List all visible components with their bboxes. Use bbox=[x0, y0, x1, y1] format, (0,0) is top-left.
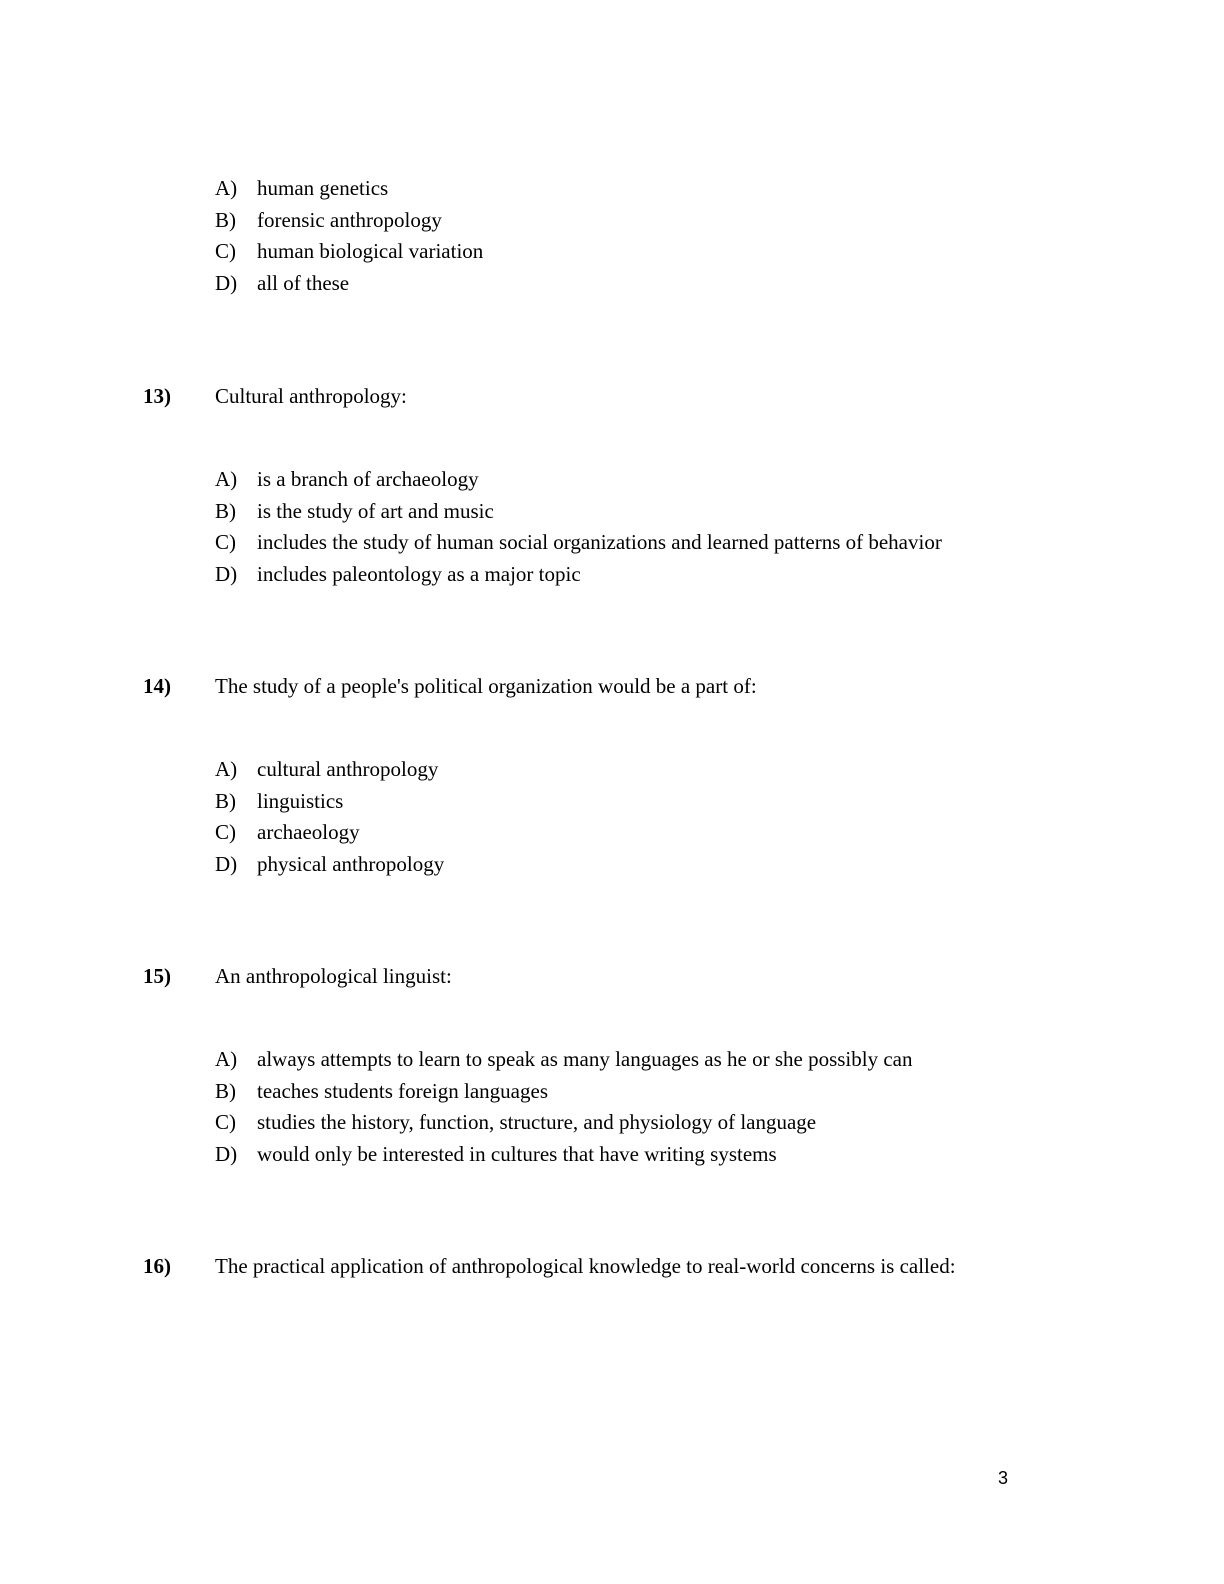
option-a: A) human genetics bbox=[215, 176, 389, 200]
option-b: B) linguistics bbox=[215, 788, 344, 813]
option-b: B) forensic anthropology bbox=[215, 207, 442, 232]
option-d: D) all of these bbox=[215, 270, 350, 295]
option-b: B) is the study of art and music bbox=[215, 498, 494, 523]
option-b: B) teaches students foreign languages bbox=[215, 1078, 548, 1103]
question-14-options bbox=[215, 754, 444, 880]
question-text: Cultural anthropology: bbox=[215, 384, 407, 408]
option-d: D) would only be interested in cultures that have writing systems bbox=[215, 1141, 777, 1166]
option-c: C) includes the study of human social organizations and learned patterns of behavior bbox=[215, 530, 942, 554]
question-number: 16) bbox=[143, 1254, 171, 1278]
option-c: C) studies the history, function, structure, and physiology of language bbox=[215, 1110, 817, 1134]
question-14 bbox=[143, 671, 757, 701]
question-text: The practical application of anthropological knowledge to real-world concerns is called: bbox=[215, 1254, 956, 1278]
continued-options bbox=[215, 173, 483, 299]
question-number: 14) bbox=[143, 674, 171, 698]
question-15-options bbox=[215, 1044, 913, 1170]
question-13-options bbox=[215, 464, 942, 590]
option-a: A) is a branch of archaeology bbox=[215, 467, 479, 491]
option-d: D) includes paleontology as a major topic bbox=[215, 561, 581, 586]
question-number: 15) bbox=[143, 964, 171, 988]
question-13 bbox=[143, 381, 407, 411]
question-15 bbox=[143, 961, 452, 991]
option-c: C) human biological variation bbox=[215, 239, 484, 263]
question-number: 13) bbox=[143, 384, 171, 408]
question-text: The study of a people's political organization would be a part of: bbox=[215, 674, 757, 698]
question-16 bbox=[143, 1251, 956, 1281]
option-c: C) archaeology bbox=[215, 820, 360, 844]
option-a: A) cultural anthropology bbox=[215, 757, 439, 781]
option-a: A) always attempts to learn to speak as many languages as he or she possibly can bbox=[215, 1047, 913, 1071]
page-number: 3 bbox=[998, 1468, 1009, 1488]
question-text: An anthropological linguist: bbox=[215, 964, 452, 988]
option-d: D) physical anthropology bbox=[215, 851, 445, 876]
